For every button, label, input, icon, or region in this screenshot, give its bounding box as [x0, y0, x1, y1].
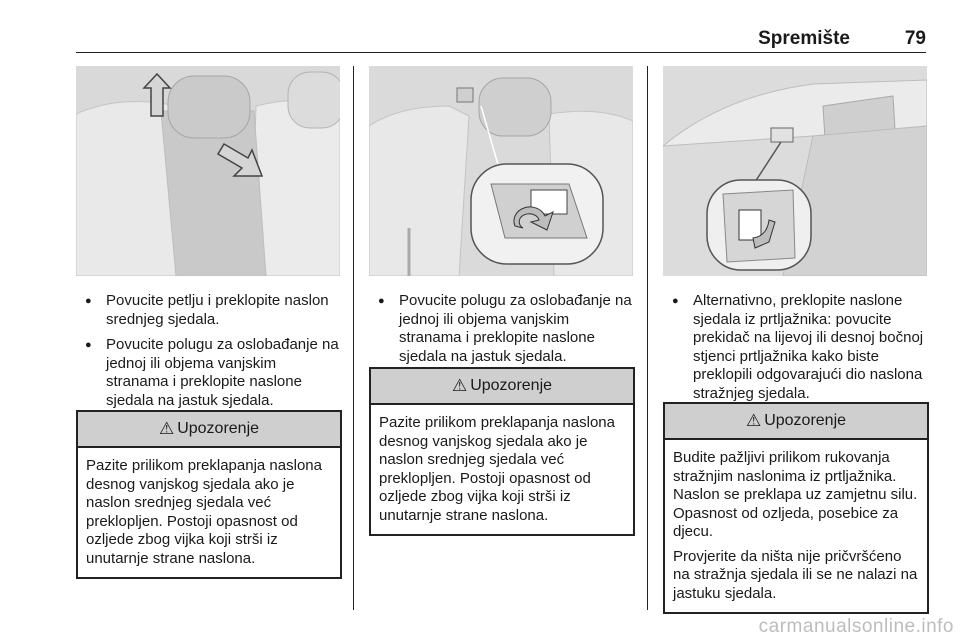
- warning-text: Provjerite da ništa nije pričvršćeno na stražnja sjedala ili se ne nalazi na jastuku sjedala.: [673, 547, 918, 602]
- list-item: ● Povucite petlju i preklopite naslon srednjeg sjedala.: [76, 292, 342, 329]
- warning-body: [78, 448, 340, 577]
- warning-triangle-icon: ⚠: [451, 376, 468, 395]
- illustration-trunk-release-switch: [663, 66, 927, 276]
- warning-box: [663, 402, 929, 614]
- warning-text: Budite pažljivi prilikom rukovanja stražnjim naslonima iz prtljažnika. Naslon se preklapa uz zamjetnu silu. Opasnost od ozljeda, posebice za djecu.: [673, 449, 918, 540]
- warning-header: [78, 412, 340, 448]
- illustration-outer-release-lever: [369, 66, 633, 276]
- warning-title: Upozorenje: [177, 420, 260, 437]
- instruction-list: [76, 292, 342, 417]
- page-title: Spremište: [758, 28, 850, 49]
- column-divider: [647, 66, 648, 610]
- warning-title: Upozorenje: [764, 412, 847, 429]
- warning-body: [371, 405, 633, 534]
- page-number: 79: [904, 28, 926, 49]
- column-divider: [353, 66, 354, 610]
- warning-text: Pazite prilikom preklapanja naslona desnog vanjskog sjedala ako je naslon srednjeg sjedala već preklopljen. Postoji opasnost od ozljede zbog vijka koji strši iz unutarnje strane naslona.: [379, 414, 615, 524]
- warning-triangle-icon: ⚠: [158, 419, 175, 438]
- warning-header: [665, 404, 927, 440]
- list-item: ● Povucite polugu za oslobađanje na jednoj ili objema vanjskim stranama i preklopite naslone sjedala na jastuk sjedala.: [76, 336, 342, 410]
- instruction-list: [369, 292, 635, 373]
- warning-header: [371, 369, 633, 405]
- warning-triangle-icon: ⚠: [745, 411, 762, 430]
- warning-text: Pazite prilikom preklapanja naslona desnog vanjskog sjedala ako je naslon srednjeg sjedala već preklopljen. Postoji opasnost od ozljede zbog vijka koji strši iz unutarnje strane naslona.: [86, 457, 322, 567]
- illustration-center-seat-loop: [76, 66, 340, 276]
- page-header: [76, 22, 926, 53]
- watermark: carmanualsonline.info: [758, 616, 954, 637]
- instruction-list: [663, 292, 929, 410]
- warning-title: Upozorenje: [470, 377, 553, 394]
- list-item: ● Alternativno, preklopite naslone sjedala iz prtljažnika: povucite prekidač na lijevoj ili desnoj bočnoj stjenci prtljažnika kako biste preklopili odgovarajući dio naslona stražnjeg sjedala.: [663, 292, 929, 403]
- warning-box: [76, 410, 342, 579]
- warning-body: [665, 440, 927, 612]
- warning-box: [369, 367, 635, 536]
- list-item: ● Povucite polugu za oslobađanje na jednoj ili objema vanjskim stranama i preklopite naslone sjedala na jastuk sjedala.: [369, 292, 635, 366]
